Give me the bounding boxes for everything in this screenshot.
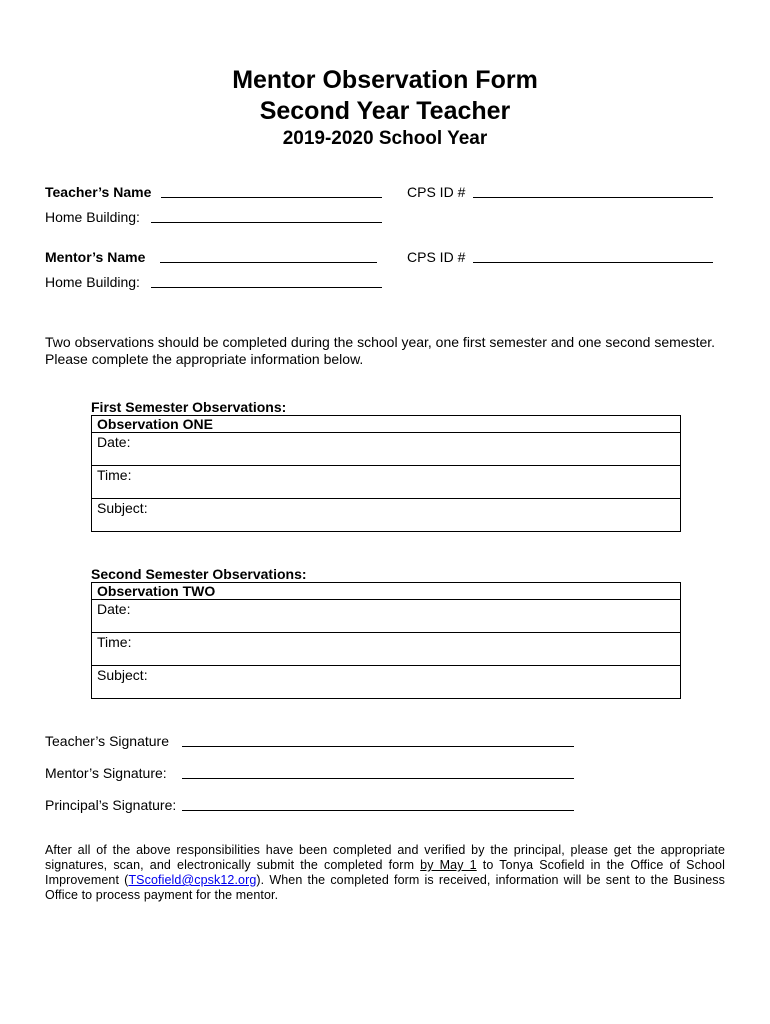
- mentor-home-building-label: Home Building:: [45, 274, 140, 290]
- teacher-name-field[interactable]: [161, 197, 382, 198]
- observation-two-subject-label: Subject:: [97, 667, 148, 683]
- observation-two-date-label: Date:: [97, 601, 131, 617]
- mentor-cps-id-label: CPS ID #: [407, 249, 466, 265]
- observation-two-time-field[interactable]: [92, 632, 680, 665]
- mentor-signature-label: Mentor’s Signature:: [45, 765, 167, 781]
- observation-two-header: Observation TWO: [92, 583, 680, 600]
- observation-two-table: [91, 582, 681, 699]
- teacher-home-building-label: Home Building:: [45, 209, 140, 225]
- footer-text-2: to Tonya Scofield in the Office of School Improvement (: [45, 858, 725, 887]
- observation-one-time-field[interactable]: [92, 465, 680, 498]
- footer-text-3: ). When the completed form is received, information will be sent to the Business Office to process payment for the mentor.: [45, 873, 725, 902]
- observation-one-subject-label: Subject:: [97, 500, 148, 516]
- observation-two-subject-field[interactable]: [92, 665, 680, 698]
- form-subtitle: Second Year Teacher: [259, 97, 511, 125]
- mentor-cps-id-field[interactable]: [473, 262, 713, 263]
- mentor-name-field[interactable]: [160, 262, 377, 263]
- second-semester-heading: Second Semester Observations:: [91, 566, 307, 582]
- mentor-home-building-field[interactable]: [151, 287, 382, 288]
- observation-one-date-field[interactable]: [92, 433, 680, 465]
- deadline-text: by May 1: [420, 858, 477, 872]
- teacher-cps-id-label: CPS ID #: [407, 184, 466, 200]
- observation-one-header: Observation ONE: [92, 416, 680, 433]
- teacher-home-building-field[interactable]: [151, 222, 382, 223]
- observation-one-subject-field[interactable]: [92, 498, 680, 531]
- email-link[interactable]: TScofield@cpsk12.org: [128, 873, 257, 887]
- observation-one-table: [91, 415, 681, 532]
- form-title: Mentor Observation Form: [232, 66, 538, 94]
- submission-instructions: [45, 843, 725, 903]
- mentor-signature-field[interactable]: [182, 778, 574, 779]
- instructions-line-2: Please complete the appropriate information below.: [45, 351, 364, 367]
- instructions: [45, 334, 725, 368]
- mentor-name-label: Mentor’s Name: [45, 249, 146, 265]
- observation-two-date-field[interactable]: [92, 600, 680, 632]
- teacher-signature-label: Teacher’s Signature: [45, 733, 170, 749]
- teacher-name-label: Teacher’s Name: [45, 184, 152, 200]
- observation-one-time-label: Time:: [97, 467, 132, 483]
- footer-text-1: After all of the above responsibilities have been completed and verified by the principal, please get the appropriate signatures, scan, and electronically submit the completed form: [45, 843, 725, 872]
- first-semester-heading: First Semester Observations:: [91, 399, 287, 415]
- teacher-cps-id-field[interactable]: [473, 197, 713, 198]
- observation-one-date-label: Date:: [97, 434, 131, 450]
- teacher-signature-field[interactable]: [182, 746, 574, 747]
- principal-signature-field[interactable]: [182, 810, 574, 811]
- principal-signature-label: Principal’s Signature:: [45, 797, 177, 813]
- school-year: 2019-2020 School Year: [282, 128, 488, 149]
- observation-two-time-label: Time:: [97, 634, 132, 650]
- instructions-line-1: Two observations should be completed during the school year, one first semester and one second semester.: [45, 334, 716, 350]
